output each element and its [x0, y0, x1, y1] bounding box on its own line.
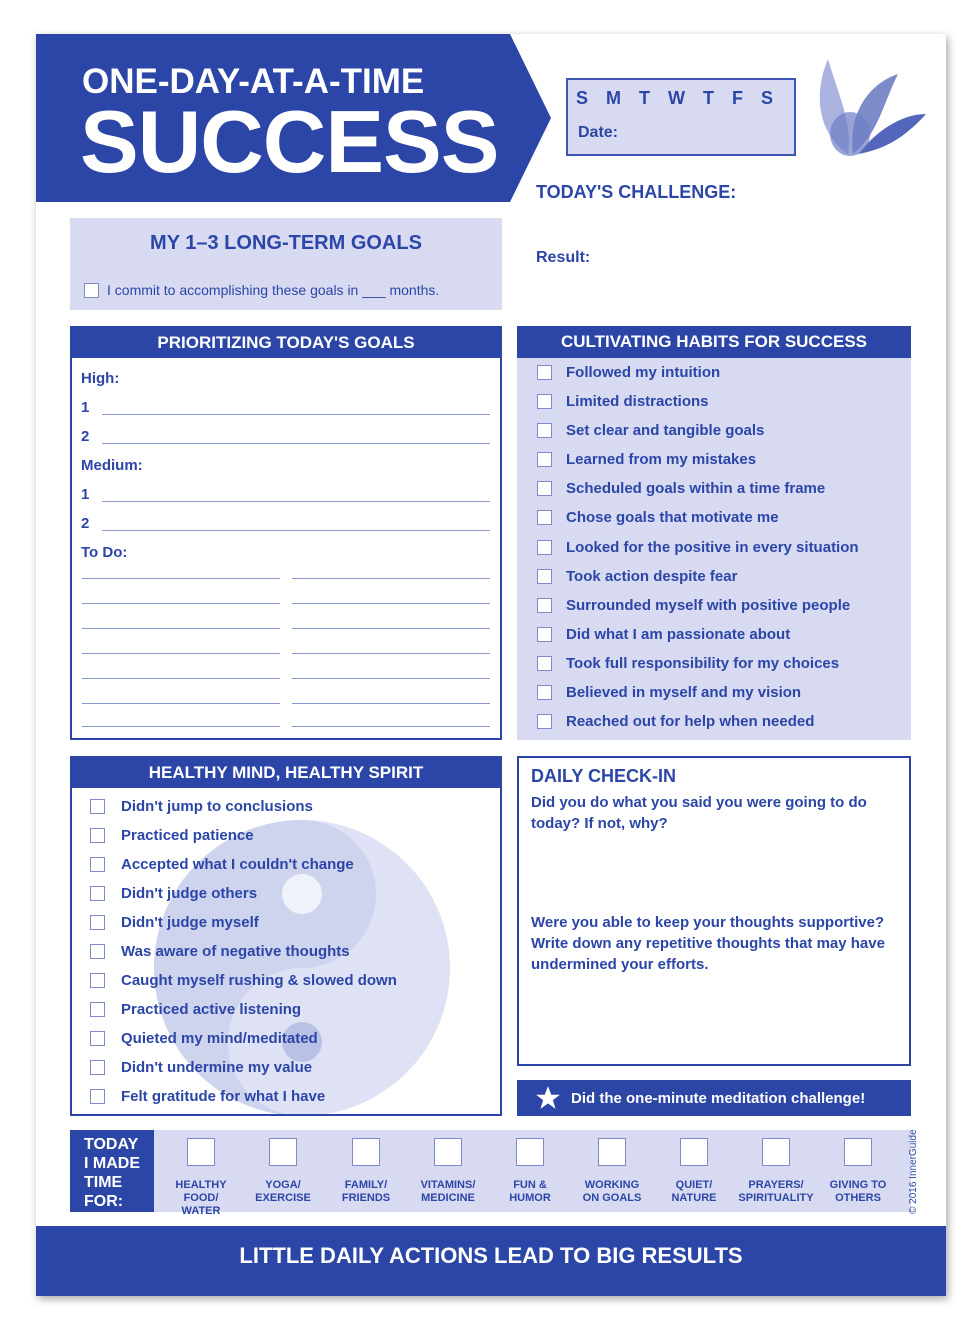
mind-item [90, 885, 257, 902]
mind-checkbox[interactable] [90, 1002, 105, 1017]
todo-line[interactable] [82, 628, 280, 629]
mind-item [90, 827, 254, 844]
planner-sheet [36, 34, 946, 1296]
mind-label: Didn't judge myself [121, 914, 259, 931]
todo-line[interactable] [292, 653, 490, 654]
habit-item [537, 393, 709, 410]
day-sat[interactable]: S [761, 88, 774, 108]
time-head-line: I MADE [84, 1155, 140, 1172]
commit-checkbox[interactable] [84, 283, 99, 298]
time-label: ON GOALS [582, 1192, 642, 1204]
habit-item [537, 364, 720, 381]
medium-goal-2-line[interactable] [102, 530, 490, 531]
todo-line[interactable] [292, 628, 490, 629]
time-label: MEDICINE [421, 1192, 475, 1204]
time-label: SPIRITUALITY [738, 1192, 814, 1204]
title-top: ONE-DAY-AT-A-TIME [82, 62, 425, 101]
habit-checkbox[interactable] [537, 714, 552, 729]
prioritizing-title: PRIORITIZING TODAY'S GOALS [72, 328, 500, 358]
habits-section [517, 326, 911, 740]
mind-checkbox[interactable] [90, 857, 105, 872]
time-label: YOGA/ [265, 1179, 301, 1191]
habit-label: Limited distractions [566, 393, 709, 410]
time-item-working [571, 1138, 653, 1205]
time-label: FAMILY/ [344, 1179, 388, 1191]
habits-title: CULTIVATING HABITS FOR SUCCESS [517, 326, 911, 358]
date-label: Date: [578, 124, 619, 141]
time-label: OTHERS [835, 1192, 881, 1204]
time-item-healthy-food [160, 1138, 242, 1218]
high-label: High: [81, 370, 120, 387]
habit-label: Surrounded myself with positive people [566, 597, 851, 614]
mind-label: Didn't undermine my value [121, 1059, 313, 1076]
time-checkbox[interactable] [598, 1138, 626, 1166]
mind-checkbox[interactable] [90, 1031, 105, 1046]
daily-checkin-title: DAILY CHECK-IN [531, 766, 677, 786]
day-thu[interactable]: T [703, 88, 715, 108]
mind-checkbox[interactable] [90, 828, 105, 843]
time-made-heading [70, 1130, 154, 1212]
habit-checkbox[interactable] [537, 569, 552, 584]
mind-label: Caught myself rushing & slowed down [121, 972, 397, 989]
habit-label: Learned from my mistakes [566, 451, 757, 468]
habit-checkbox[interactable] [537, 627, 552, 642]
high-goal-1-line[interactable] [102, 414, 490, 415]
mind-checkbox[interactable] [90, 886, 105, 901]
mind-item [90, 1088, 325, 1105]
habit-item [537, 480, 825, 497]
time-label: HEALTHY FOOD/ [175, 1179, 227, 1204]
time-label: VITAMINS/ [420, 1179, 476, 1191]
time-checkbox[interactable] [187, 1138, 215, 1166]
time-label: WATER [181, 1205, 221, 1217]
prioritizing-section [70, 326, 502, 740]
high-num-2: 2 [81, 428, 90, 445]
todo-line[interactable] [82, 603, 280, 604]
habit-label: Chose goals that motivate me [566, 509, 779, 526]
commit-text: I commit to accomplishing these goals in ___ months. [107, 282, 440, 298]
habit-item [537, 568, 737, 585]
time-label: HUMOR [509, 1192, 551, 1204]
time-label: FUN & [513, 1179, 547, 1191]
time-item-quiet [653, 1138, 735, 1205]
todo-label: To Do: [81, 544, 128, 561]
time-head-line: TIME [84, 1174, 123, 1191]
habit-checkbox[interactable] [537, 423, 552, 438]
habit-item [537, 509, 779, 526]
habit-item [537, 713, 814, 730]
habit-label: Scheduled goals within a time frame [566, 480, 826, 497]
day-fri[interactable]: F [732, 88, 744, 108]
mind-checkbox[interactable] [90, 973, 105, 988]
mind-label: Practiced patience [121, 827, 254, 844]
medium-goal-1-line[interactable] [102, 501, 490, 502]
habit-item [537, 655, 839, 672]
time-item-fun [489, 1138, 571, 1205]
todo-line[interactable] [82, 703, 280, 704]
time-checkbox[interactable] [762, 1138, 790, 1166]
mind-label: Practiced active listening [121, 1001, 302, 1018]
habit-item [537, 422, 764, 439]
mind-label: Felt gratitude for what I have [121, 1088, 326, 1105]
habit-checkbox[interactable] [537, 685, 552, 700]
mind-item [90, 856, 354, 873]
time-checkbox[interactable] [680, 1138, 708, 1166]
todo-line[interactable] [292, 603, 490, 604]
habit-checkbox[interactable] [537, 365, 552, 380]
time-head-line: TODAY [84, 1136, 139, 1153]
medium-num-1: 1 [81, 486, 90, 503]
time-item-prayers [735, 1138, 817, 1205]
mind-checkbox[interactable] [90, 915, 105, 930]
mind-item [90, 1059, 312, 1076]
mind-item [90, 943, 350, 960]
todo-line[interactable] [292, 726, 490, 727]
habit-label: Set clear and tangible goals [566, 422, 765, 439]
habit-label: Took action despite fear [566, 568, 738, 585]
mind-label: Didn't jump to conclusions [121, 798, 313, 815]
time-label: PRAYERS/ [748, 1179, 804, 1191]
mind-item [90, 1001, 301, 1018]
checkin-question-2: Were you able to keep your thoughts supportive? Write down any repetitive thoughts that may have undermined your efforts. [531, 914, 885, 973]
habit-item [537, 684, 801, 701]
healthy-mind-title: HEALTHY MIND, HEALTHY SPIRIT [72, 758, 500, 788]
habit-label: Believed in myself and my vision [566, 684, 802, 701]
habit-checkbox[interactable] [537, 394, 552, 409]
mind-checkbox[interactable] [90, 799, 105, 814]
habit-label: Took full responsibility for my choices [566, 655, 840, 672]
high-goal-2-line[interactable] [102, 443, 490, 444]
time-item-family [325, 1138, 407, 1205]
time-item-vitamins [407, 1138, 489, 1205]
time-label: GIVING TO [829, 1179, 887, 1191]
result-label: Result: [536, 249, 591, 266]
day-tue[interactable]: T [639, 88, 651, 108]
time-made-bar [70, 1130, 911, 1217]
commit-row [84, 282, 439, 298]
time-label: WORKING [584, 1179, 640, 1191]
mind-label: Was aware of negative thoughts [121, 943, 350, 960]
todo-line[interactable] [82, 678, 280, 679]
day-date-box [566, 78, 796, 156]
footer-banner: LITTLE DAILY ACTIONS LEAD TO BIG RESULTS [36, 1226, 946, 1296]
mind-item [90, 1030, 318, 1047]
todo-line[interactable] [82, 653, 280, 654]
time-checkbox[interactable] [516, 1138, 544, 1166]
time-checkbox[interactable] [352, 1138, 380, 1166]
habit-item [537, 626, 790, 643]
mind-label: Accepted what I couldn't change [121, 856, 354, 873]
time-item-giving [817, 1138, 899, 1205]
time-checkbox[interactable] [269, 1138, 297, 1166]
time-item-yoga [242, 1138, 324, 1205]
long-term-goals-title: MY 1–3 LONG-TERM GOALS [150, 232, 422, 254]
habit-checkbox[interactable] [537, 540, 552, 555]
mind-checkbox[interactable] [90, 944, 105, 959]
meditation-text: Did the one-minute meditation challenge! [571, 1089, 866, 1107]
day-mon[interactable]: M [606, 88, 622, 108]
mind-item [90, 914, 259, 931]
mind-label: Didn't judge others [121, 885, 258, 902]
habit-label: Did what I am passionate about [566, 626, 791, 643]
checkin-question-1: Did you do what you said you were going to do today? If not, why? [531, 794, 867, 832]
todays-challenge-label: TODAY'S CHALLENGE: [536, 182, 737, 202]
mind-item [90, 798, 313, 815]
healthy-mind-section [70, 756, 502, 1116]
habit-checkbox[interactable] [537, 481, 552, 496]
high-num-1: 1 [81, 399, 90, 416]
title-main: SUCCESS [80, 92, 499, 191]
medium-num-2: 2 [81, 515, 90, 532]
time-head-line: FOR: [84, 1193, 124, 1210]
habit-item [537, 597, 850, 614]
medium-label: Medium: [81, 457, 143, 474]
habit-checkbox[interactable] [537, 656, 552, 671]
day-sun[interactable]: S [576, 88, 589, 108]
habit-label: Followed my intuition [566, 364, 721, 381]
todo-line[interactable] [292, 703, 490, 704]
weekday-row [576, 88, 773, 109]
mind-checkbox[interactable] [90, 1089, 105, 1104]
time-label: NATURE [671, 1192, 717, 1204]
day-wed[interactable]: W [668, 88, 686, 108]
todo-line[interactable] [292, 578, 490, 579]
lotus-logo-icon [808, 54, 928, 164]
meditation-challenge-row[interactable] [517, 1080, 911, 1116]
mind-checkbox[interactable] [90, 1060, 105, 1075]
mind-label: Quieted my mind/meditated [121, 1030, 318, 1047]
copyright-text: © 2016 InnerGuide [908, 1129, 919, 1214]
habit-item [537, 451, 756, 468]
habit-checkbox[interactable] [537, 510, 552, 525]
star-icon [535, 1085, 561, 1111]
time-label: FRIENDS [341, 1192, 391, 1204]
time-checkbox[interactable] [434, 1138, 462, 1166]
todo-line[interactable] [82, 726, 280, 727]
habit-checkbox[interactable] [537, 452, 552, 467]
mind-item [90, 972, 397, 989]
todo-line[interactable] [82, 578, 280, 579]
todo-line[interactable] [292, 678, 490, 679]
daily-checkin-section[interactable] [517, 756, 911, 1066]
habit-label: Reached out for help when needed [566, 713, 815, 730]
habit-label: Looked for the positive in every situation [566, 539, 859, 556]
habit-item [537, 539, 859, 556]
habit-checkbox[interactable] [537, 598, 552, 613]
time-checkbox[interactable] [844, 1138, 872, 1166]
time-label: EXERCISE [255, 1192, 311, 1204]
time-label: QUIET/ [675, 1179, 713, 1191]
